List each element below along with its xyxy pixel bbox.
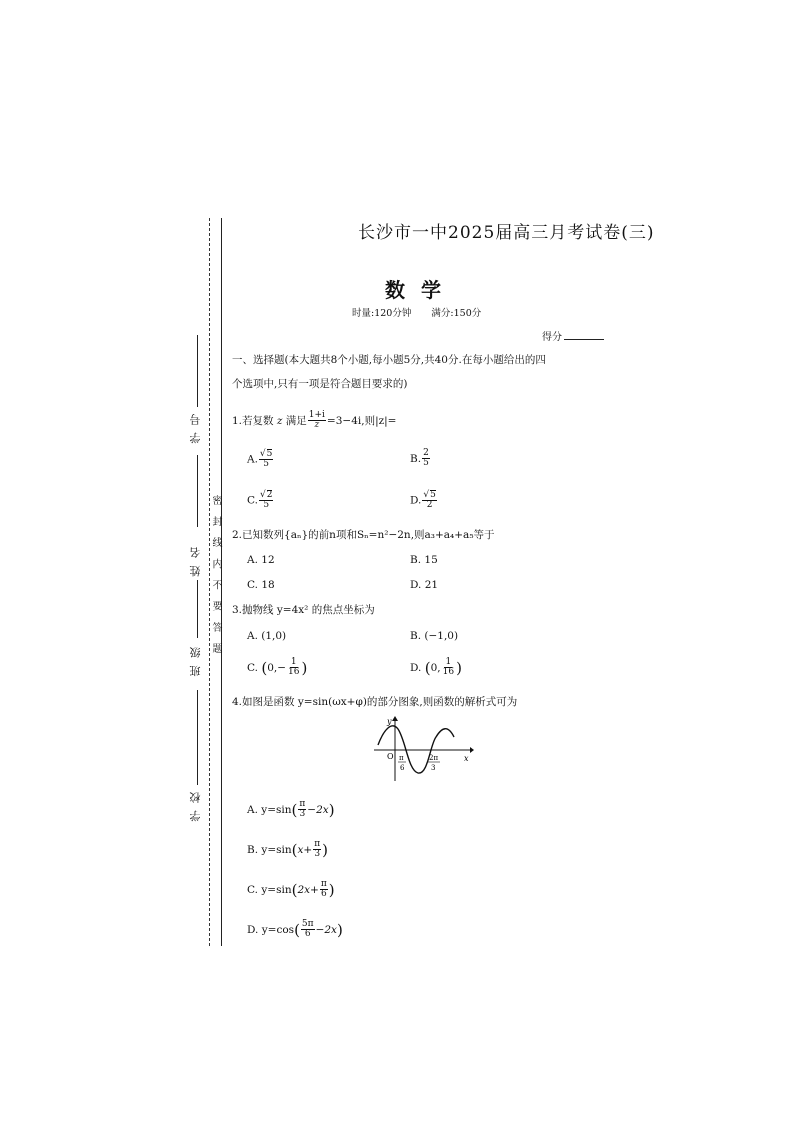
seal-notice: 密 封 线 内 不 要 答 题 [210, 495, 221, 658]
score-info: 满分:150分 [431, 308, 482, 319]
q1-option-a: A. $\frac{√5}{5}$ [247, 449, 273, 470]
score-blank [564, 339, 604, 340]
q3-option-b: B. (−1,0) [410, 630, 459, 642]
time-info: 时量:120分钟 [352, 308, 412, 319]
section-heading [232, 348, 546, 396]
class-blank-line [197, 580, 198, 638]
score-field [542, 328, 604, 343]
q4-option-b: B. y=sin(x+ $\frac{\pi}{3}$ ) [247, 839, 329, 860]
x-axis-arrow [470, 747, 474, 753]
id-label: 学 号 [189, 412, 202, 444]
sine-graph [368, 715, 478, 785]
q2-option-a: A. 12 [247, 554, 275, 566]
q2-option-d: D. 21 [410, 579, 439, 591]
section-line-2: 个选项中,只有一项是符合题目要求的) [232, 378, 408, 390]
school-blank-line [197, 690, 198, 785]
question-2: 2.已知数列{aₙ}的前n项和Sₙ=n²−2n,则a₃+a₄+a₅等于 [232, 529, 495, 541]
name-label: 姓 名 [189, 545, 202, 577]
q3-option-c: C. (0,− $\frac{1}{16}$ ) [247, 657, 308, 678]
tick2-num: 2π [429, 754, 439, 762]
graph-y-label: y [387, 717, 392, 726]
q1-option-b: B. $\frac{2}{5}$ [410, 448, 429, 469]
exam-page: 学 号 姓 名 班 级 学 校 密 封 线 内 不 要 答 题 长沙市一中2025届高三月考试卷(三) 数学 时量:120分钟 满分:150分 得分 一、选择题(本大题共8个小题,每小题5分,共40分.在每小题给出的四 个选项中,只有一项是符合题目要求的) 1.若复数 z 满足 $\frac{1+i}{z}$ =3−4i,则|z|= A. $\frac{√5}{5}$ B. $\frac{2}{5}$ C. $\frac{√2}{5}$ D. $\frac{√5}{2}$ 2.已知数列{aₙ}的前n项和Sₙ=n²−2n,则a₃+a₄+a₅等于 A. 12 B. 15 C. 18 D. 21 3.抛物线 y=4x² 的焦点坐标为 A. (1,0) B. (−1,0) C. (0,− $\frac{1}{16}$ ) D. (0, $\frac{1}{16}$ ) 4.如图是函数 y=sin(ωx+φ)的部分图象,则函数的解析式可为 y x O π 6 2π 3 A. y=sin( $\frac{\pi}{3}$ −2x) B. y=sin(x+ $\frac{\pi}{3}$ ) C. y=sin(2x+ $\frac{\pi}{6}$ ) D. y=cos( $\frac{5\pi}{6}$ −2x) [0, 0, 794, 1123]
question-3: 3.抛物线 y=4x² 的焦点坐标为 [232, 604, 375, 616]
q2-option-c: C. 18 [247, 579, 275, 591]
sine-curve [378, 726, 454, 773]
school-label: 学 校 [189, 790, 202, 822]
question-4: 4.如图是函数 y=sin(ωx+φ)的部分图象,则函数的解析式可为 [232, 696, 518, 708]
q2-option-b: B. 15 [410, 554, 438, 566]
score-label: 得分 [542, 332, 562, 343]
q4-option-a: A. y=sin( $\frac{\pi}{3}$ −2x) [247, 799, 335, 820]
q1-option-c: C. $\frac{√2}{5}$ [247, 490, 273, 511]
graph-x-label: x [464, 754, 469, 763]
y-axis-arrow [392, 716, 398, 721]
name-blank-line [197, 455, 198, 527]
id-blank-line [197, 335, 198, 407]
q3-option-a: A. (1,0) [247, 630, 287, 642]
question-1: 1.若复数 z 满足 $\frac{1+i}{z}$ =3−4i,则|z|= [232, 410, 397, 431]
q3-option-d: D. (0, $\frac{1}{16}$ ) [410, 657, 462, 678]
section-line-1: 一、选择题(本大题共8个小题,每小题5分,共40分.在每小题给出的四 [232, 354, 546, 366]
subject-title: 数学 [385, 278, 457, 302]
tick2-den: 3 [431, 764, 436, 772]
tick1-num: π [399, 754, 404, 762]
q1-option-d: D. $\frac{√5}{2}$ [410, 490, 436, 511]
tick1-den: 6 [400, 764, 405, 772]
class-label: 班 级 [189, 645, 202, 677]
graph-origin: O [387, 752, 394, 761]
exam-meta [352, 305, 481, 319]
margin-solid-line [221, 218, 222, 946]
q4-option-c: C. y=sin(2x+ $\frac{\pi}{6}$ ) [247, 879, 335, 900]
q4-option-d: D. y=cos( $\frac{5\pi}{6}$ −2x) [247, 919, 343, 940]
